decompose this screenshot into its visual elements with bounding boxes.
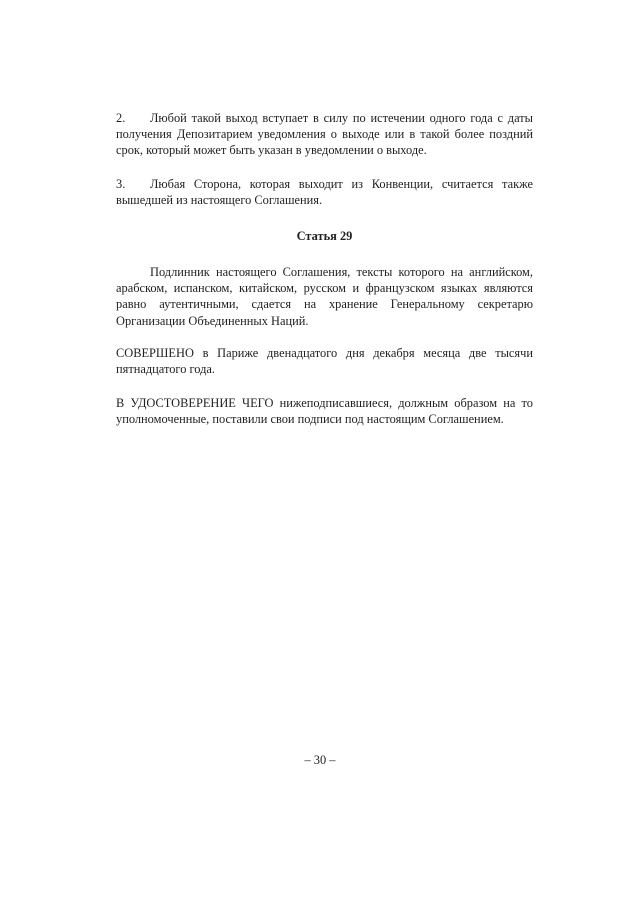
paragraph-2 <box>116 110 533 159</box>
article-heading: Статья 29 <box>296 229 353 243</box>
paragraph-3-number: 3. <box>116 177 126 191</box>
article-29-text: Подлинник настоящего Соглашения, тексты которого на английском, арабском, испанском, китайском, русском и французском языках являются равно аутентичными, сдается на хранение Генеральному секретарю Организации Объединенных Наций. <box>116 265 533 328</box>
done-at-paragraph: СОВЕРШЕНО в Париже двенадцатого дня декабря месяца две тысячи пятнадцатого года. <box>116 346 533 377</box>
paragraph-2-text: Любой такой выход вступает в силу по истечении одного года с даты получения Депозитарием уведомления о выходе или в такой более поздний срок, который может быть указан в уведомлении о выходе. <box>116 111 533 158</box>
paragraph-2-number: 2. <box>116 111 126 125</box>
paragraph-3-text: Любая Сторона, которая выходит из Конвенции, считается также вышедшей из настоящего Соглашения. <box>116 177 533 208</box>
page-number: – 30 – <box>304 753 336 767</box>
in-witness-paragraph: В УДОСТОВЕРЕНИЕ ЧЕГО нижеподписавшиеся, должным образом на то уполномоченные, поставили свои подписи под настоящим Соглашением. <box>116 396 533 427</box>
paragraph-3 <box>116 176 533 208</box>
